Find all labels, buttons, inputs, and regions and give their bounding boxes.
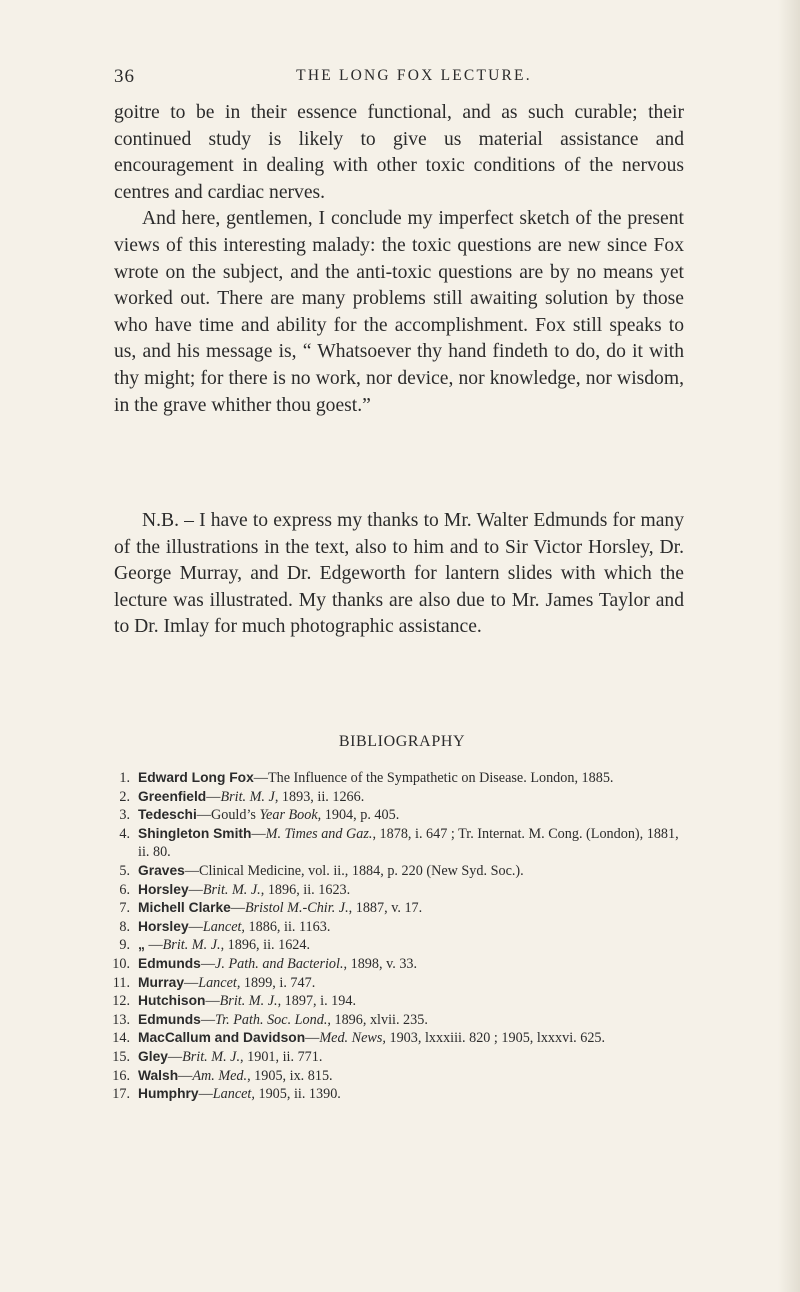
bibliography-entry-journal: Bristol M.-Chir. J.	[244, 900, 349, 917]
bibliography-entry-journal: Year Book,	[259, 807, 322, 824]
bibliography-entry-number: 15.	[112, 1048, 130, 1065]
bibliography-entry-journal: Brit. M. J.	[182, 1048, 241, 1065]
bibliography-entry-separator: —	[206, 788, 221, 805]
bibliography-entry-details: , 1905, ix. 815.	[247, 1067, 333, 1084]
bibliography-entry-details: , 1896, ii. 1623.	[260, 881, 351, 898]
bibliography-entry-details: , 1878, i. 647 ; Tr. Internat. M. Cong. (London), 1881, ii. 80.	[138, 825, 679, 861]
bibliography-entry	[114, 769, 684, 788]
running-head: THE LONG FOX LECTURE.	[296, 67, 532, 84]
bibliography-entry-journal: Brit. M. J.	[219, 993, 278, 1010]
bibliography-entry-journal: Med. News,	[319, 1030, 386, 1047]
bibliography-entry-journal: Tr. Path. Soc. Lond.	[215, 1011, 328, 1028]
bibliography-entry	[114, 1048, 684, 1067]
bibliography-entry-journal: Lancet,	[212, 1086, 255, 1103]
bibliography-entry	[114, 955, 684, 974]
bibliography-entry-details: 1905, ii. 1390.	[254, 1086, 341, 1103]
bibliography-entry	[114, 862, 684, 881]
bibliography-entry-separator: —	[305, 1030, 320, 1047]
bibliography-entry-separator: —	[205, 993, 220, 1010]
bibliography-entry-number: 9.	[119, 937, 130, 954]
bibliography-entry	[114, 974, 684, 993]
bibliography-entry-number: 12.	[112, 993, 130, 1010]
bibliography-entry-details: , 1896, ii. 1624.	[220, 937, 311, 954]
bibliography-entry-number: 2.	[119, 788, 130, 805]
bibliography-entry-separator: —	[188, 918, 203, 935]
bibliography-entry-number: 6.	[119, 881, 130, 898]
bibliography-entry	[114, 936, 684, 955]
bibliography-entry	[114, 1085, 684, 1104]
bibliography-entry-author: Hutchison	[138, 993, 206, 1009]
bibliography-entry-details: The Influence of the Sympathetic on Disease. London, 1885.	[267, 770, 614, 786]
bibliography-entry-author: Walsh	[138, 1067, 179, 1083]
paragraph-conclusion: And here, gentlemen, I conclude my imperfect sketch of the present views of this interesting malady: the toxic questions are new since Fox wrote on the subject, and the anti-toxic questions are by no means yet worked out. There are many problems still awaiting solution by those who have time and ability for the accomplishment. Fox still speaks to us, and his message is, “ Whatsoever thy hand findeth to do, do it with thy might; for there is no work, nor device, nor knowledge, nor wisdom, in the grave whither thou goest.”	[114, 208, 684, 416]
bibliography-entry	[114, 881, 684, 900]
bibliography-entry-details: 1903, lxxxiii. 820 ; 1905, lxxxvi. 625.	[385, 1030, 606, 1047]
page-header	[114, 66, 674, 88]
bibliography-entry-journal: Brit. M. J.	[162, 937, 221, 954]
bibliography-entry-details: Clinical Medicine, vol. ii., 1884, p. 220 (New Syd. Soc.).	[198, 862, 524, 879]
bibliography-entry-separator: —	[200, 1011, 216, 1028]
bibliography-entry	[114, 1029, 684, 1048]
page-number: 36	[114, 66, 135, 87]
bibliography-entry-author: Edmunds	[138, 1011, 201, 1027]
bibliography-entry-separator: —	[178, 1067, 193, 1084]
bibliography-entry-number: 4.	[119, 825, 130, 842]
bibliography-entry-number: 1.	[119, 770, 130, 786]
acknowledgement-note: N.B. – I have to express my thanks to Mr. Walter Edmunds for many of the illustrations in the text, also to him and to Sir Victor Horsley, Dr. George Murray, and Dr. Edgeworth for lantern slides with which the lecture was illustrated. My thanks are also due to Mr. James Taylor and to Dr. Imlay for much photographic assistance.	[114, 510, 684, 638]
bibliography-entry-details: 1886, ii. 1163.	[244, 918, 331, 935]
bibliography-entry-details: , 1893, ii. 1266.	[274, 788, 365, 805]
bibliography-entry-journal: Lancet,	[198, 974, 241, 991]
bibliography-entry-number: 13.	[112, 1011, 130, 1028]
bibliography-entry-author: Michell Clarke	[138, 900, 231, 916]
bibliography-entry-number: 17.	[112, 1086, 130, 1103]
bibliography-entry-details: , 1887, v. 17.	[348, 900, 423, 917]
bibliography-entry	[114, 788, 684, 807]
bibliography-entry-separator: —	[144, 937, 163, 954]
bibliography-entry-number: 3.	[119, 807, 130, 824]
bibliography-entry-author: Murray	[138, 974, 185, 990]
bibliography-entry-number: 14.	[112, 1030, 130, 1047]
bibliography-entry-journal: Am. Med.	[192, 1067, 248, 1084]
bibliography-entry	[114, 1011, 684, 1030]
bibliography-entry-details: , 1897, i. 194.	[277, 993, 356, 1010]
bibliography-title: BIBLIOGRAPHY	[338, 733, 466, 750]
paragraph-goitre: goitre to be in their essence functional, and as such curable; their continued study is likely to give us material assistance and encouragement in dealing with other toxic conditions of the nervous centres and cardiac nerves.	[114, 102, 684, 203]
bibliography-entry	[114, 825, 684, 862]
bibliography-entry-separator: —	[184, 974, 199, 991]
bibliography-entry-author: Shingleton Smith	[138, 825, 252, 841]
bibliography-entry-number: 11.	[112, 974, 130, 991]
bibliography-entry	[114, 806, 684, 825]
page-edge-shadow	[778, 0, 800, 1292]
bibliography-entry-author: Horsley	[138, 881, 189, 897]
bibliography-entry-journal: Lancet,	[202, 918, 245, 935]
bibliography-entry-number: 8.	[119, 918, 130, 935]
bibliography-entry-author: Edmunds	[138, 955, 201, 971]
bibliography-entry-author: „	[138, 937, 145, 953]
bibliography-entry-number: 16.	[112, 1067, 130, 1084]
bibliography-entry-journal: Brit. M. J	[220, 788, 275, 805]
bibliography-entry-separator: —	[200, 955, 216, 972]
bibliography-entry	[114, 1067, 684, 1086]
bibliography-entry	[114, 992, 684, 1011]
bibliography-entry-author: Edward Long Fox	[138, 770, 254, 785]
bibliography-entry-number: 10.	[112, 955, 130, 972]
bibliography-entry-details: , 1898, v. 33.	[343, 955, 418, 972]
bibliography-entry	[114, 899, 684, 918]
bibliography-entry-separator: —	[251, 825, 266, 842]
bibliography-entry-details: , 1901, ii. 771.	[240, 1048, 323, 1065]
bibliography-entry-separator: —	[167, 1048, 183, 1065]
bibliography-entry-author: Tedeschi	[138, 807, 197, 823]
bibliography-entry-number: 7.	[119, 900, 130, 917]
bibliography-entry-journal: Brit. M. J.	[202, 881, 261, 898]
bibliography-entry-separator: —Gould’s	[196, 807, 260, 824]
bibliography-entry-number: 5.	[119, 862, 130, 879]
bibliography-entry-journal: J. Path. and Bacteriol.	[215, 955, 344, 972]
bibliography-entry-author: Gley	[138, 1048, 168, 1064]
bibliography-entry-author: Graves	[138, 862, 185, 878]
bibliography-entry-details: 1904, p. 405.	[321, 807, 400, 824]
bibliography-entry-details: , 1896, xlvii. 235.	[327, 1011, 428, 1028]
bibliography-list	[114, 769, 684, 1104]
bibliography-entry-author: Horsley	[138, 918, 189, 934]
bibliography-entry-author: Humphry	[138, 1086, 199, 1102]
bibliography-entry-separator: —	[188, 881, 203, 898]
bibliography-entry-separator: —	[230, 900, 245, 917]
bibliography-entry-details: 1899, i. 747.	[240, 974, 316, 991]
body-text	[114, 100, 684, 419]
bibliography-entry	[114, 918, 684, 937]
bibliography-entry-separator: —	[253, 770, 268, 786]
bibliography-entry-author: Greenfield	[138, 788, 207, 804]
bibliography-entry-author: MacCallum and Davidson	[138, 1030, 306, 1046]
bibliography-entry-separator: —	[184, 862, 199, 879]
bibliography-entry-separator: —	[198, 1086, 213, 1103]
bibliography-entry-journal: M. Times and Gaz.	[265, 825, 373, 842]
